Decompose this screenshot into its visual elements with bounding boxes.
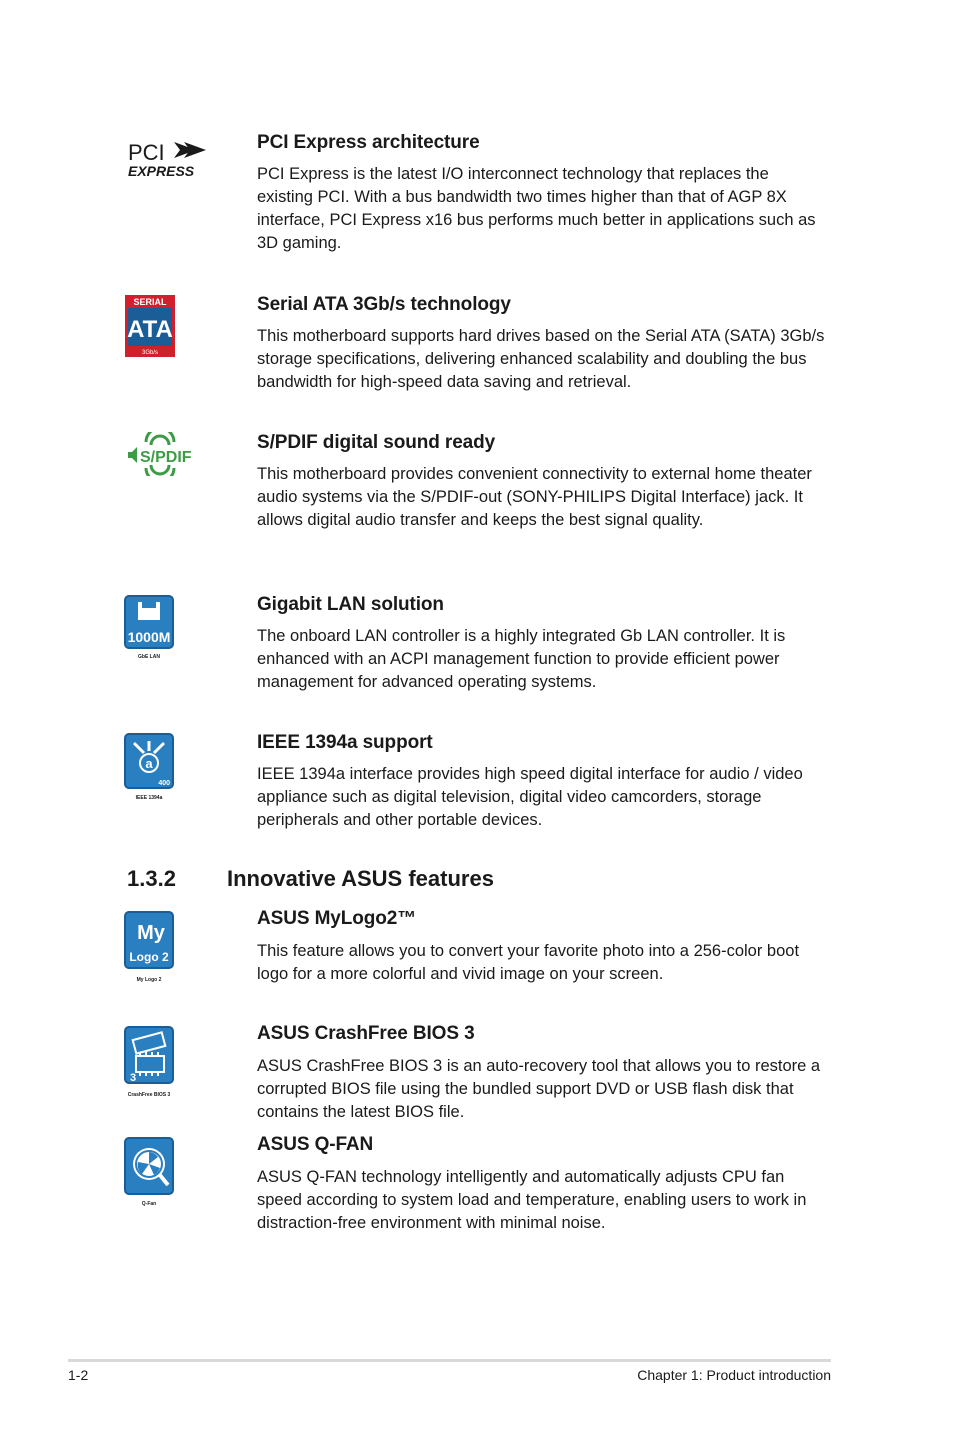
feature-title: Gigabit LAN solution (257, 594, 444, 615)
spdif-logo-icon (126, 432, 194, 476)
crashfree-number-text: 3 (130, 1072, 137, 1084)
feature-description: The onboard LAN controller is a highly integrated Gb LAN controller. It is enhanced with an ACPI management function to provide efficient power management for advanced operating systems. (257, 627, 786, 691)
feature-description: This motherboard provides convenient connectivity to external home theater audio systems via the S/PDIF-out (SONY-PHILIPS Digital Interface) jack. It allows digital audio transfer and keeps the best signal quality. (257, 465, 812, 529)
feature-title: PCI Express architecture (257, 132, 480, 153)
lan-caption-text: GbE LAN (138, 654, 160, 660)
sata-speed-text: 3Gb/s (141, 350, 159, 356)
ieee-a-text: a (145, 756, 153, 771)
mylogo-logo-text: Logo 2 (129, 950, 169, 964)
pci-logo-text: PCI (128, 140, 165, 165)
page-number: 1-2 (68, 1367, 89, 1383)
mylogo-caption-text: My Logo 2 (136, 977, 162, 983)
ieee1394-icon (124, 733, 176, 801)
feature-description: This feature allows you to convert your favorite photo into a 256-color boot logo for a more colorful and vivid image on your screen. (257, 942, 800, 983)
gigabit-lan-icon (124, 595, 176, 661)
qfan-caption-text: Q-Fan (141, 1201, 157, 1207)
serial-ata-logo-icon (125, 295, 175, 357)
footer-divider (68, 1359, 831, 1362)
ieee-caption-text: IEEE 1394a (135, 795, 163, 801)
crashfree-caption-text: CrashFree BIOS 3 (127, 1092, 171, 1098)
chapter-label: Chapter 1: Product introduction (637, 1367, 831, 1383)
pci-express-logo-icon (126, 138, 226, 178)
spdif-logo-text: S/PDIF (140, 449, 192, 466)
lan-speed-text: 1000M (127, 629, 171, 645)
serial-logo-text: SERIAL (133, 297, 167, 307)
mylogo-my-text: My (137, 922, 165, 944)
feature-title: Serial ATA 3Gb/s technology (257, 294, 511, 315)
feature-description: ASUS CrashFree BIOS 3 is an auto-recovery tool that allows you to restore a corrupted BIOS file using the bundled support DVD or USB flash disk that contains the latest BIOS file. (257, 1057, 821, 1121)
section-number: 1.3.2 (127, 866, 176, 891)
feature-title: ASUS CrashFree BIOS 3 (257, 1023, 475, 1044)
crashfree-bios-icon (124, 1026, 176, 1098)
section-heading (127, 866, 494, 892)
qfan-icon (124, 1137, 176, 1209)
feature-description: IEEE 1394a interface provides high speed digital interface for audio / video appliance such as digital television, digital video camcorders, storage peripherals and other portable devices. (257, 765, 803, 829)
feature-title: IEEE 1394a support (257, 732, 433, 753)
express-logo-text: EXPRESS (128, 163, 195, 178)
feature-title: ASUS Q-FAN (257, 1134, 374, 1155)
section-title: Innovative ASUS features (227, 866, 494, 891)
feature-description: PCI Express is the latest I/O interconnect technology that replaces the existing PCI. With a bus bandwidth two times higher than that of AGP 8X interface, PCI Express x16 bus performs much better in applications such as 3D gaming. (257, 165, 816, 252)
feature-title: ASUS MyLogo2™ (257, 908, 417, 929)
feature-description: ASUS Q-FAN technology intelligently and automatically adjusts CPU fan speed according to system load and temperature, enabling users to work in distraction-free environment with minimal noise. (257, 1168, 807, 1232)
mylogo2-icon (124, 911, 176, 983)
feature-description: This motherboard supports hard drives based on the Serial ATA (SATA) 3Gb/s storage specifications, delivering enhanced scalability and doubling the bus bandwidth for high-speed data saving and retrieval. (257, 327, 825, 391)
ieee-speed-text: 400 (158, 780, 170, 787)
ata-logo-text: ATA (127, 316, 173, 343)
feature-title: S/PDIF digital sound ready (257, 432, 496, 453)
